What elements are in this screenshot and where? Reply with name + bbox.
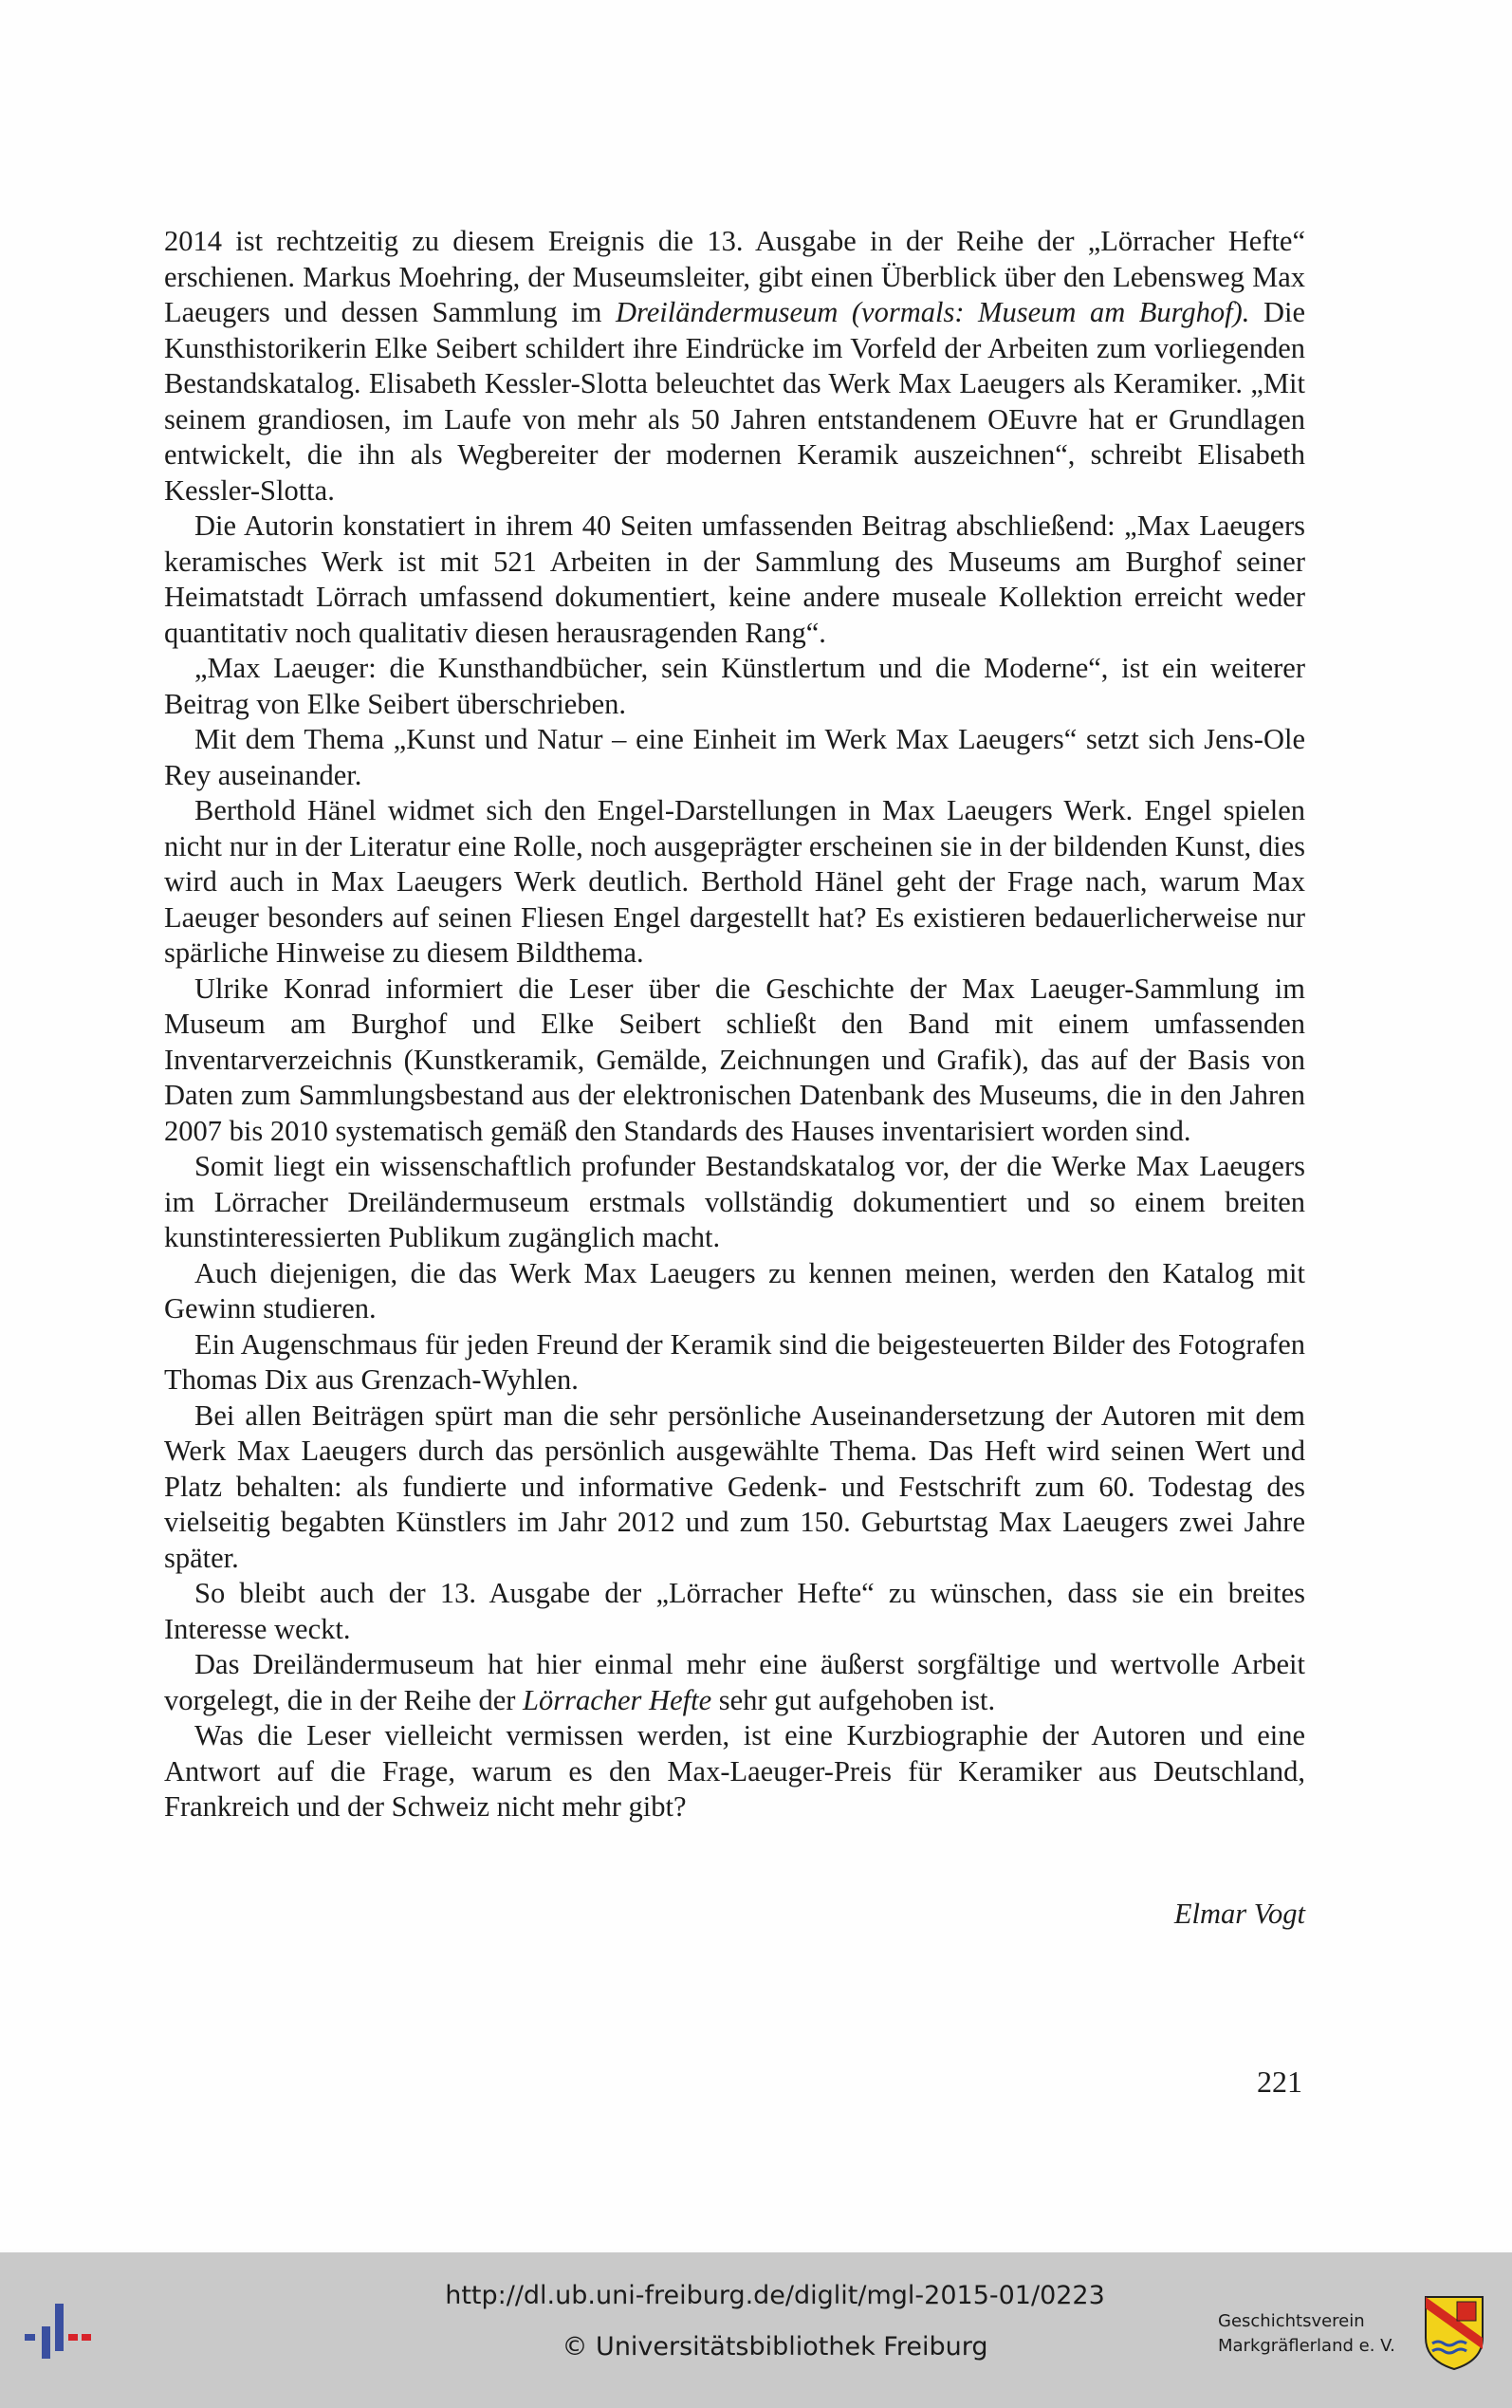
paragraph-12: Das Dreiländermuseum hat hier einmal mehr eine äußerst sorgfältige und wertvolle Arbeit vorgelegt, die in der Reihe der Lörracher Hefte sehr gut aufgehoben ist. [164, 1648, 1305, 1716]
org-name [1218, 2309, 1404, 2359]
footer-copyright: © Universitätsbibliothek Freiburg [562, 2332, 988, 2362]
paragraph-13: Was die Leser vielleicht vermissen werden, ist eine Kurzbiographie der Autoren und eine Antwort auf die Frage, warum es den Max-Laeuger-Preis für Keramiker aus Deutschland, Frankreich und der Schweiz nicht mehr gibt? [164, 1719, 1305, 1823]
paragraph-6: Ulrike Konrad informiert die Leser über die Geschichte der Max Laeuger-Sammlung im Museum am Burghof und Elke Seibert schließt den Band mit einem umfassenden Inventarverzeichnis (Kunstkeramik, Gemälde, Zeichnungen und Grafik), das auf der Basis von Daten zum Sammlungsbestand aus der elektronischen Datenbank des Museums, die in den Jahren 2007 bis 2010 systematisch gemäß den Standards des Hauses inventarisiert worden sind. [164, 972, 1305, 1147]
org-name-line-2: Markgräflerland e. V. [1218, 2336, 1395, 2356]
author-signature: Elmar Vogt [1173, 1898, 1305, 1930]
paragraph-2: Die Autorin konstatiert in ihrem 40 Seiten umfassenden Beitrag abschließend: „Max Laeugers keramisches Werk ist mit 521 Arbeiten in der Sammlung des Museums am Burghof seiner Heimatstadt Lörrach umfassend dokumentiert, keine andere museale Kollektion erreicht weder quantitativ noch qualitativ diesen herausragenden Rang“. [164, 509, 1305, 649]
footer-url[interactable]: http://dl.ub.uni-freiburg.de/diglit/mgl-2015-01/0223 [445, 2281, 1105, 2310]
paragraph-9: Ein Augenschmaus für jeden Freund der Keramik sind die beigesteuerten Bilder des Fotografen Thomas Dix aus Grenzach-Wyhlen. [164, 1327, 1305, 1396]
page-number: 221 [1257, 2065, 1302, 2099]
review-body [164, 224, 1305, 1825]
paragraph-4: Mit dem Thema „Kunst und Natur – eine Einheit im Werk Max Laeugers“ setzt sich Jens-Ole Rey auseinander. [164, 723, 1305, 791]
footer-bar [0, 2252, 1512, 2408]
paragraph-8: Auch diejenigen, die das Werk Max Laeugers zu kennen meinen, werden den Katalog mit Gewinn studieren. [164, 1256, 1305, 1324]
coat-of-arms-icon [1423, 2294, 1485, 2372]
paragraph-3: „Max Laeuger: die Kunsthandbücher, sein Künstlertum und die Moderne“, ist ein weiterer Beitrag von Elke Seibert überschrieben. [164, 652, 1305, 720]
org-name-line-1: Geschichtsverein [1218, 2311, 1365, 2331]
paragraph-10: Bei allen Beiträgen spürt man die sehr persönliche Auseinandersetzung der Autoren mit dem Werk Max Laeugers durch das persönlich ausgewählte Thema. Das Heft wird seinen Wert und Platz behalten: als fundierte und informative Gedenk- und Festschrift zum 60. Todestag des vielseitig begabten Künstlers im Jahr 2012 und zum 150. Geburtstag Max Laeugers zwei Jahre später. [164, 1398, 1305, 1574]
paragraph-7: Somit liegt ein wissenschaftlich profunder Bestandskatalog vor, der die Werke Max Laeugers im Lörracher Dreiländermuseum erstmals vollständig dokumentiert und so einem breiten kunstinteressierten Publikum zugänglich macht. [164, 1150, 1305, 1253]
paragraph-5: Berthold Hänel widmet sich den Engel-Darstellungen in Max Laeugers Werk. Engel spielen nicht nur in der Literatur eine Rolle, noch ausgeprägter erscheinen sie in der bildenden Kunst, dies wird auch in Max Laeugers Werk deutlich. Berthold Hänel geht der Frage nach, warum Max Laeuger besonders auf seinen Fliesen Engel dargestellt hat? Es existieren bedauerlicherweise nur spärliche Hinweise zu diesem Bildthema. [164, 794, 1305, 969]
paragraph-11: So bleibt auch der 13. Ausgabe der „Lörracher Hefte“ zu wünschen, dass sie ein breites Interesse weckt. [164, 1577, 1305, 1645]
paragraph-1: 2014 ist rechtzeitig zu diesem Ereignis die 13. Ausgabe in der Reihe der „Lörracher Hefte“ erschienen. Markus Moehring, der Museumsleiter, gibt einen Überblick über den Lebensweg Max Laeugers und dessen Sammlung im Dreiländermuseum (vormals: Museum am Burghof). Die Kunsthistorikerin Elke Seibert schildert ihre Eindrücke im Vorfeld der Arbeiten zum vorliegenden Bestandskatalog. Elisabeth Kessler-Slotta beleuchtet das Werk Max Laeugers als Keramiker. „Mit seinem grandiosen, im Laufe von mehr als 50 Jahren entstandenem OEuvre hat er Grundlagen entwickelt, die ihn als Wegbereiter der modernen Keramik auszeichnen“, schreibt Elisabeth Kessler-Slotta. [164, 225, 1305, 507]
